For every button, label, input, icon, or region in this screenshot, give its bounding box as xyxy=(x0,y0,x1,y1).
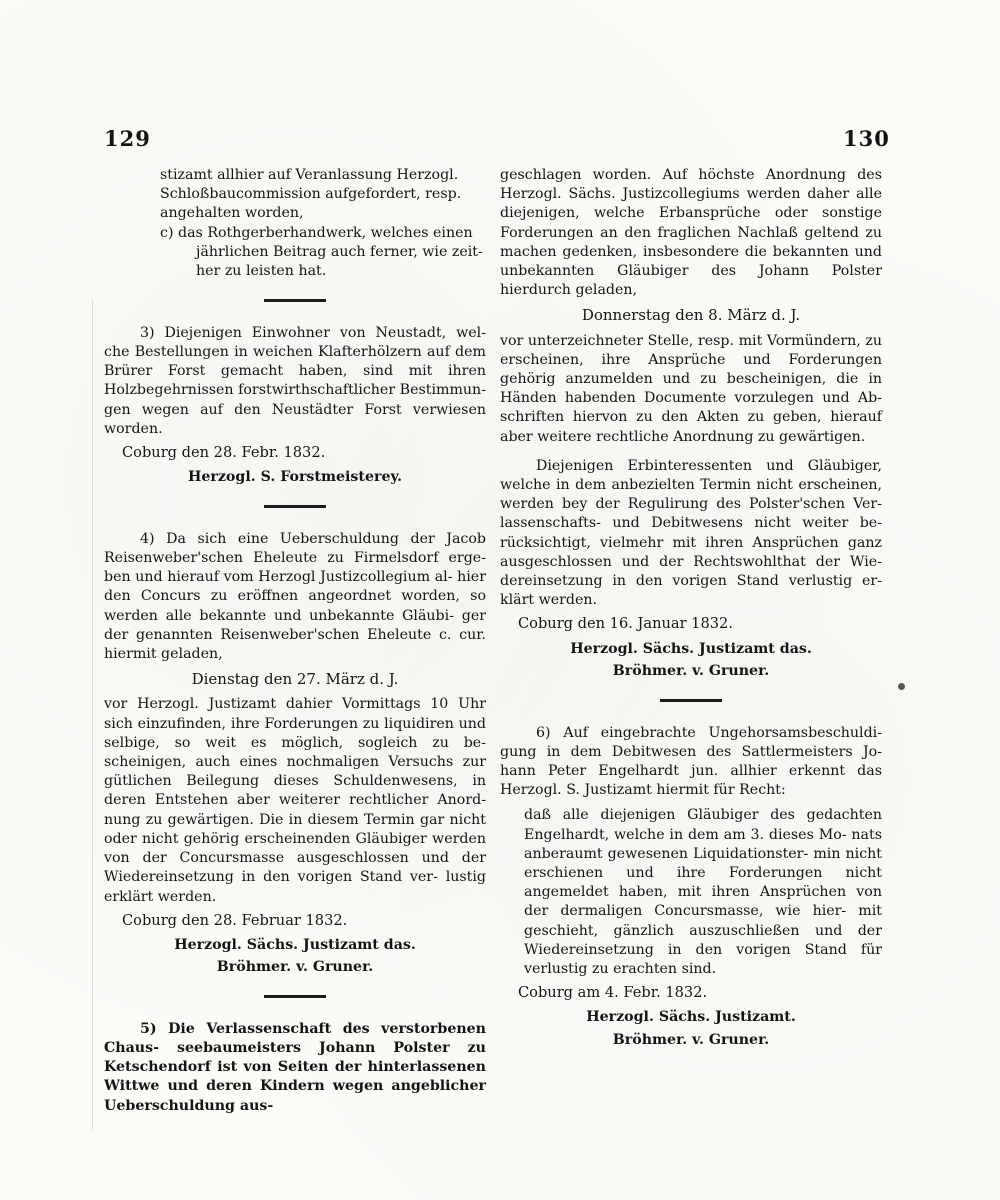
left-column xyxy=(104,166,486,1116)
notice-4-text: 4) Da sich eine Ueberschuldung der Jacob Reisenweber'schen Eheleute zu Firmelsdorf erge- ben und hierauf vom Herzogl Justizcollegium al- hier den Concurs zu eröffnen angeordnet worden, so werden alle bekannte und unbekannte Gläubi- ger der genannten Reisenweber'schen Eheleute c. cur. hiermit geladen, xyxy=(104,530,486,663)
cont-line: angehalten worden, xyxy=(160,205,304,222)
notice-4-names: Bröhmer. v. Gruner. xyxy=(216,959,374,976)
page-number-left: 129 xyxy=(104,126,151,151)
notice-5-names: Bröhmer. v. Gruner. xyxy=(612,662,770,679)
section-divider xyxy=(264,995,326,998)
item-c-line: jährlichen Beitrag auch ferner, wie zeit- xyxy=(196,243,483,260)
notice-5-signature: Herzogl. Sächs. Justizamt das. xyxy=(570,640,812,657)
notice-3-date: Coburg den 28. Febr. 1832. xyxy=(122,443,326,461)
notice-6-signature: Herzogl. Sächs. Justizamt. xyxy=(586,1009,796,1026)
continued-list xyxy=(104,166,486,281)
cont-line: stizamt allhier auf Veranlassung Herzogl. xyxy=(160,167,459,183)
notice-5-body-2: Diejenigen Erbinteressenten und Gläubiger, welche in dem anbezielten Termin nicht erscheinen, werden bey der Regulirung des Polster'schen Ver- lassenschafts- und Debitwesens nicht weiter be- rücksichtigt, vielmehr mit ihren Ansprüchen ganz ausgeschlossen und der Rechtswohlthat der Wie- dereinsetzung in den vorigen Stand verlustig er- klärt werden. xyxy=(500,457,882,609)
notice-5-date: Coburg den 16. Januar 1832. xyxy=(518,615,733,633)
notice-4-date: Coburg den 28. Februar 1832. xyxy=(122,911,348,929)
section-divider xyxy=(264,505,326,508)
notice-6-names: Bröhmer. v. Gruner. xyxy=(612,1031,770,1048)
notice-3-signature: Herzogl. S. Forstmeisterey. xyxy=(187,469,403,486)
notice-5-body: vor unterzeichneter Stelle, resp. mit Vormündern, zu erscheinen, ihre Ansprüche und Forderungen gehörig anzumelden und zu bescheinigen, die in Händen habenden Documente vorzulegen und Ab- schriften hiervon zu den Akten zu geben, hierauf aber weitere rechtliche Anordnung zu gewärtigen. xyxy=(500,332,882,445)
notice-4-body: vor Herzogl. Justizamt dahier Vormittags 10 Uhr sich einzufinden, ihre Forderungen zu liquidiren und selbige, so weit es möglich, sogleich zu be- scheinigen, auch eines nochmaligen Versuchs zur gütlichen Beilegung dieses Schuldenwesens, in deren Entstehen aber weiterer rechtlicher Anord- nung zu gewärtigen. Die in diesem Termin gar nicht oder nicht gehörig erscheinenden Gläubiger werden von der Concursmasse ausgeschlossen und der Wiedereinsetzung in den vorigen Stand ver- lustig erklärt werden. xyxy=(104,696,486,905)
notice-4-termin: Dienstag den 27. März d. J. xyxy=(191,670,399,689)
notice-5-continued: geschlagen worden. Auf höchste Anordnung des Herzogl. Sächs. Justizcollegiums werden daher alle diejenigen, welche Erbansprüche oder sonstige Forderungen an den fraglichen Nachlaß geltend zu machen gedenken, insbesondere die bekannten und unbekannten Gläubiger des Johann Polster hierdurch geladen, xyxy=(500,167,882,299)
verdict-text: daß alle diejenigen Gläubiger des gedachten Engelhardt, welche in dem am 3. dieses Mo- nats anberaumt gewesenen Liquidationster- min nicht erschienen und ihre Forderungen nicht angemeldet haben, mit ihren Ansprüchen von der dermaligen Concursmasse, wie hier- mit geschieht, gänzlich auszuschließen und der Wiedereinsetzung in den vorigen Stand für verlustig zu erachten sind. xyxy=(524,807,882,978)
item-c-line: her zu leisten hat. xyxy=(196,263,327,280)
notice-6-date: Coburg am 4. Febr. 1832. xyxy=(518,984,708,1002)
notice-3-text: 3) Diejenigen Einwohner von Neustadt, wel- che Bestellungen in weichen Klafterhölzern auf dem Brürer Forst gemacht haben, sind mit ihren Holzbegehrnissen forstwirthschaftlicher Bestimmun- gen wegen auf den Neustädter Forst verwiesen worden. xyxy=(104,324,486,437)
right-column xyxy=(500,166,882,1050)
notice-5-termin: Donnerstag den 8. März d. J. xyxy=(581,306,801,325)
cont-line: Schloßbaucommission aufgefordert, resp. xyxy=(160,186,462,203)
notice-4-signature: Herzogl. Sächs. Justizamt das. xyxy=(174,936,416,953)
page-number-right: 130 xyxy=(843,126,890,151)
verdict-block xyxy=(500,806,882,979)
notice-6-text: 6) Auf eingebrachte Ungehorsamsbeschuldi- gung in dem Debitwesen des Sattlermeisters Jo- hann Peter Engelhardt jun. allhier erkennt das Herzogl. S. Justizamt hiermit für Recht: xyxy=(500,724,882,799)
ink-spot xyxy=(898,683,905,690)
section-divider xyxy=(264,299,326,302)
page-edge-shadow xyxy=(92,300,93,1130)
item-c-line: c) das Rothgerberhandwerk, welches einen xyxy=(160,224,473,241)
section-divider xyxy=(660,699,722,702)
notice-5-text: 5) Die Verlassenschaft des verstorbenen Chaus- seebaumeisters Johann Polster zu Ketschendorf ist von Seiten der hinterlassenen Wittwe und deren Kindern wegen angeblicher Ueberschuldung aus- xyxy=(104,1020,486,1114)
